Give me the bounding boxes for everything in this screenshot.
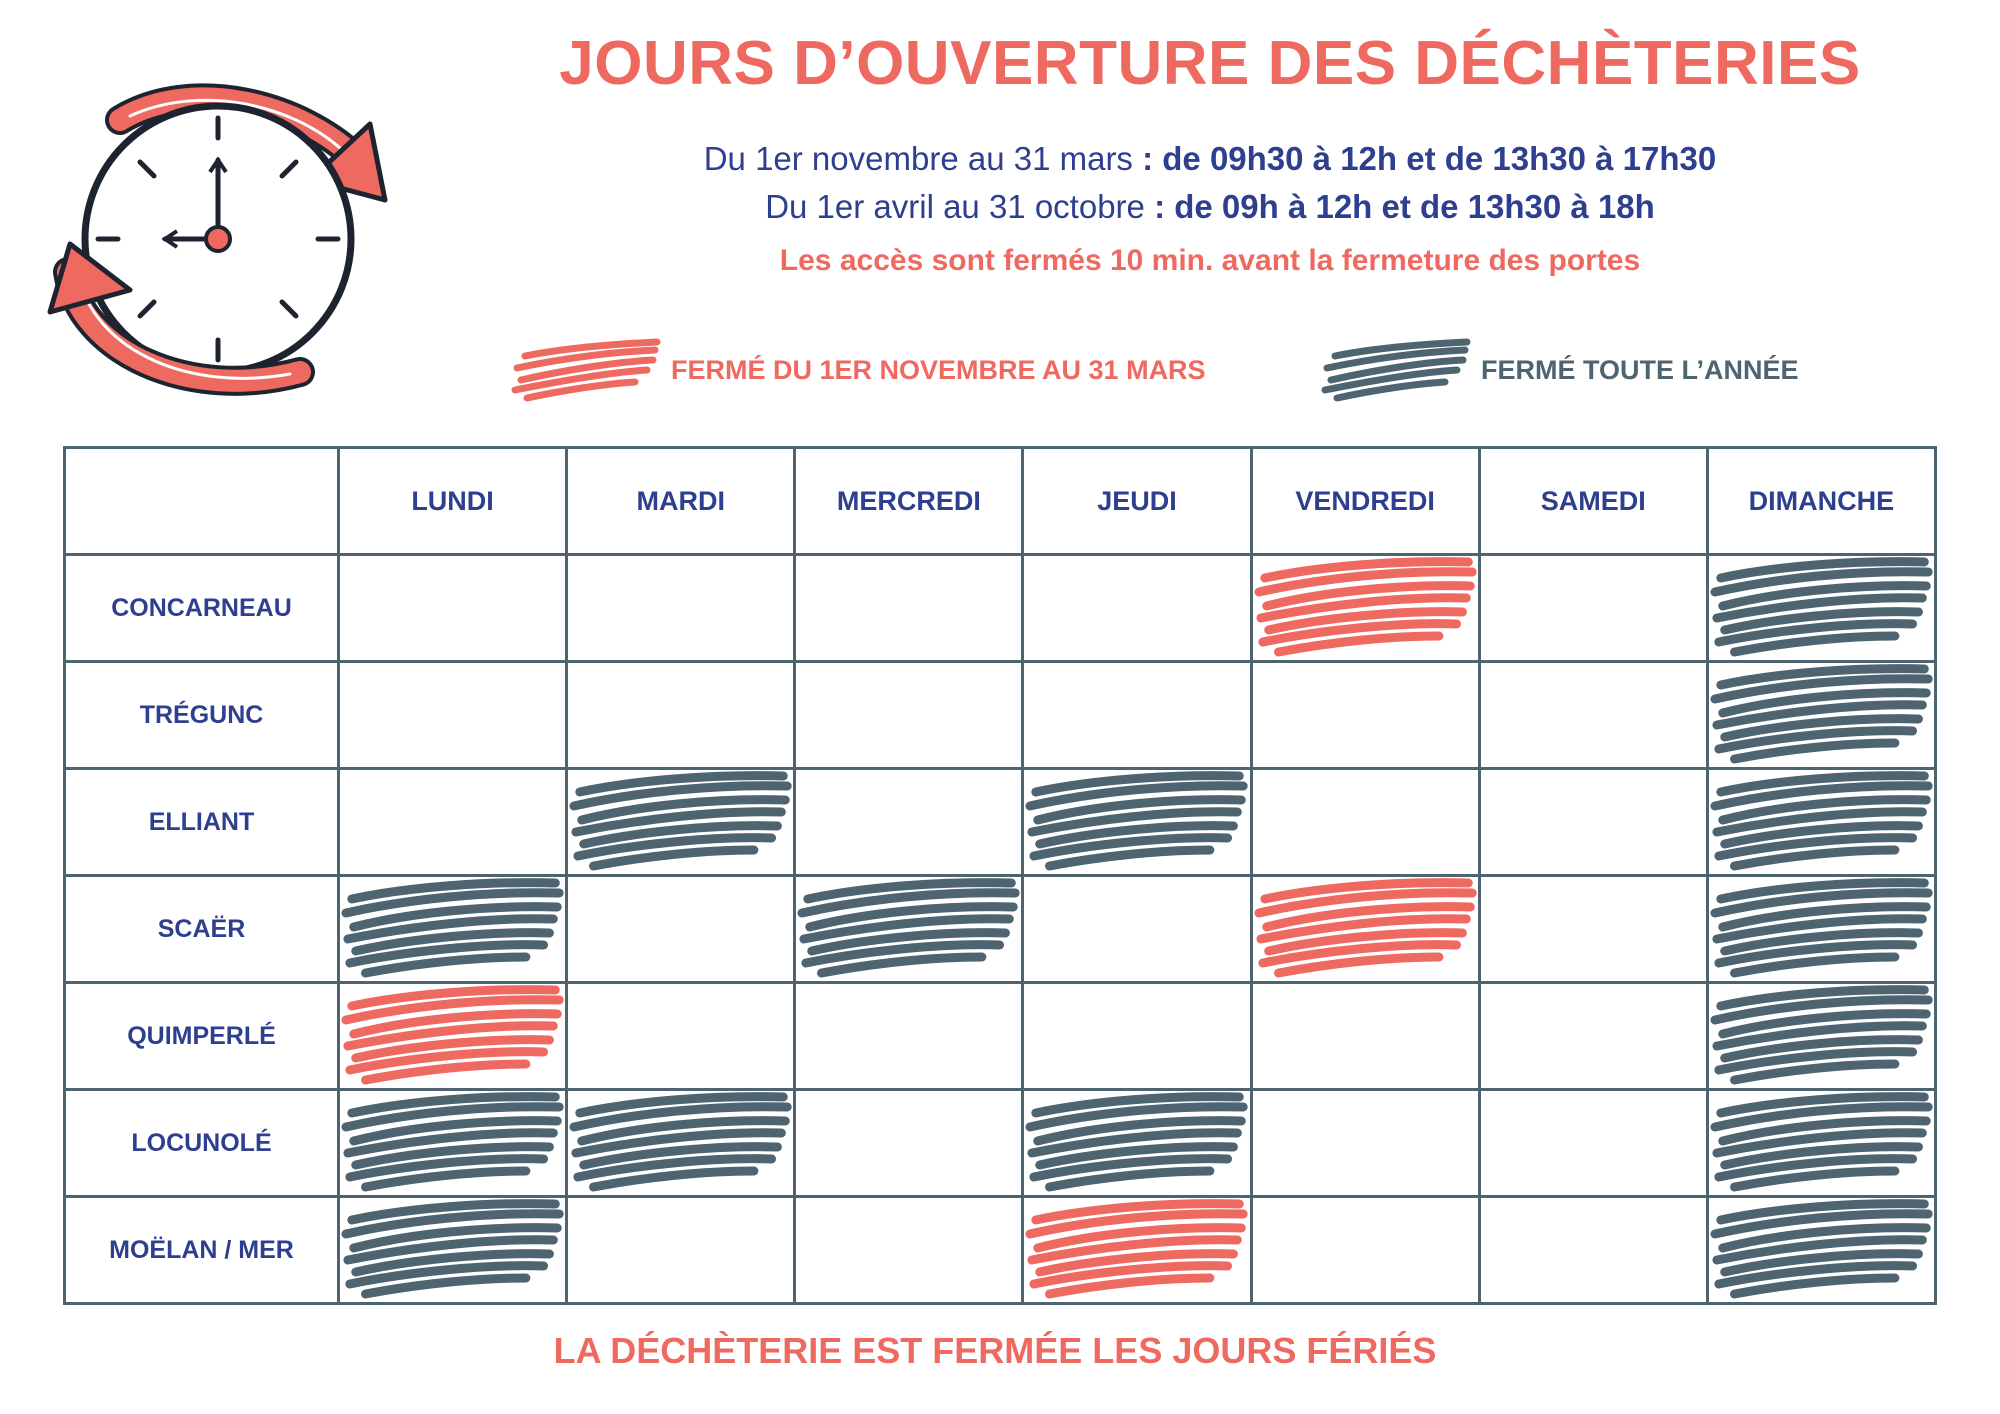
day-cell-open (339, 555, 567, 662)
table-row (65, 1197, 1936, 1304)
summer-hours: : de 09h à 12h et de 13h30 à 18h (1144, 188, 1655, 225)
day-cell-open (1479, 555, 1707, 662)
closed-year-scribble (1709, 770, 1934, 874)
day-header: VENDREDI (1251, 448, 1479, 555)
day-cell-open (1023, 876, 1251, 983)
day-header: LUNDI (339, 448, 567, 555)
day-cell-open (1479, 662, 1707, 769)
day-cell-open (1479, 876, 1707, 983)
day-cell-closed-year (1707, 1090, 1935, 1197)
closed-winter-scribble (1024, 1198, 1249, 1302)
day-cell-closed-year (567, 1090, 795, 1197)
holiday-notice: LA DÉCHÈTERIE EST FERMÉE LES JOURS FÉRIÉS (553, 1330, 1437, 1371)
day-cell-closed-winter (1023, 1197, 1251, 1304)
clock-rotate-icon (40, 82, 410, 412)
closed-year-scribble (568, 1091, 793, 1195)
table-header-row (65, 448, 1936, 555)
closed-year-scribble (340, 877, 565, 981)
day-cell-open (1023, 662, 1251, 769)
table-row (65, 662, 1936, 769)
day-header: MARDI (567, 448, 795, 555)
closed-winter-scribble (1253, 877, 1478, 981)
day-cell-open (339, 662, 567, 769)
access-note: Les accès sont fermés 10 min. avant la fermeture des portes (779, 244, 1641, 277)
table-row (65, 555, 1936, 662)
day-cell-open (1023, 555, 1251, 662)
legend-closed-winter-label: FERMÉ DU 1ER NOVEMBRE AU 31 MARS (671, 354, 1206, 385)
site-name: ELLIANT (65, 769, 339, 876)
dark-scribble-icon (1315, 332, 1475, 408)
closed-year-scribble (1709, 1091, 1934, 1195)
day-cell-closed-year (339, 1090, 567, 1197)
day-header: SAMEDI (1479, 448, 1707, 555)
day-cell-open (795, 555, 1023, 662)
day-cell-open (567, 876, 795, 983)
closed-year-scribble (1709, 556, 1934, 660)
winter-hours: : de 09h30 à 12h et de 13h30 à 17h30 (1132, 140, 1717, 177)
day-cell-closed-year (567, 769, 795, 876)
day-cell-open (567, 1197, 795, 1304)
day-cell-open (567, 662, 795, 769)
day-cell-closed-year (339, 1197, 567, 1304)
closed-year-scribble (340, 1091, 565, 1195)
legend-closed-year-label: FERMÉ TOUTE L’ANNÉE (1481, 354, 1799, 385)
day-cell-open (567, 983, 795, 1090)
day-cell-closed-year (1707, 769, 1935, 876)
day-cell-closed-year (339, 876, 567, 983)
table-row (65, 983, 1936, 1090)
closed-year-scribble (1709, 663, 1934, 767)
day-cell-closed-year (1707, 876, 1935, 983)
day-cell-closed-year (1023, 769, 1251, 876)
day-cell-closed-winter (1251, 876, 1479, 983)
closed-year-scribble (568, 770, 793, 874)
day-header: JEUDI (1023, 448, 1251, 555)
day-cell-open (1479, 1090, 1707, 1197)
day-cell-open (567, 555, 795, 662)
closed-winter-scribble (1253, 556, 1478, 660)
site-name: TRÉGUNC (65, 662, 339, 769)
day-cell-open (795, 1090, 1023, 1197)
day-header: DIMANCHE (1707, 448, 1935, 555)
day-cell-open (1251, 983, 1479, 1090)
red-scribble-icon (505, 332, 665, 408)
day-cell-open (1251, 662, 1479, 769)
closed-year-scribble (1024, 770, 1249, 874)
site-name: CONCARNEAU (65, 555, 339, 662)
table-row (65, 1090, 1936, 1197)
day-cell-open (1251, 1090, 1479, 1197)
closed-year-scribble (1709, 1198, 1934, 1302)
legend-closed-year (1315, 335, 1799, 405)
day-cell-open (1479, 983, 1707, 1090)
day-cell-closed-winter (1251, 555, 1479, 662)
day-cell-open (795, 769, 1023, 876)
summer-period: Du 1er avril au 31 octobre (765, 188, 1145, 225)
day-cell-open (795, 1197, 1023, 1304)
closed-year-scribble (1709, 877, 1934, 981)
opening-days-table (63, 446, 1937, 1305)
closed-year-scribble (1024, 1091, 1249, 1195)
day-cell-closed-year (1707, 1197, 1935, 1304)
day-cell-closed-year (1707, 555, 1935, 662)
site-name: SCAËR (65, 876, 339, 983)
day-cell-open (1251, 769, 1479, 876)
day-cell-open (1479, 1197, 1707, 1304)
closed-year-scribble (340, 1198, 565, 1302)
day-cell-open (795, 662, 1023, 769)
table-row (65, 769, 1936, 876)
day-cell-open (1251, 1197, 1479, 1304)
table-row (65, 876, 1936, 983)
summer-schedule (420, 188, 2000, 226)
day-cell-closed-year (1707, 662, 1935, 769)
day-cell-open (1023, 983, 1251, 1090)
day-header: MERCREDI (795, 448, 1023, 555)
site-name: QUIMPERLÉ (65, 983, 339, 1090)
day-cell-closed-year (1023, 1090, 1251, 1197)
winter-period: Du 1er novembre au 31 mars (703, 140, 1133, 177)
site-name: MOËLAN / MER (65, 1197, 339, 1304)
winter-schedule (420, 140, 2000, 178)
corner-cell (65, 448, 339, 555)
page-title: JOURS D’OUVERTURE DES DÉCHÈTERIES (559, 29, 1861, 98)
day-cell-open (339, 769, 567, 876)
site-name: LOCUNOLÉ (65, 1090, 339, 1197)
closed-year-scribble (1709, 984, 1934, 1088)
day-cell-closed-year (1707, 983, 1935, 1090)
day-cell-closed-year (795, 876, 1023, 983)
closed-winter-scribble (340, 984, 565, 1088)
day-cell-open (1479, 769, 1707, 876)
legend-closed-winter (505, 335, 1206, 405)
closed-year-scribble (796, 877, 1021, 981)
day-cell-closed-winter (339, 983, 567, 1090)
day-cell-open (795, 983, 1023, 1090)
